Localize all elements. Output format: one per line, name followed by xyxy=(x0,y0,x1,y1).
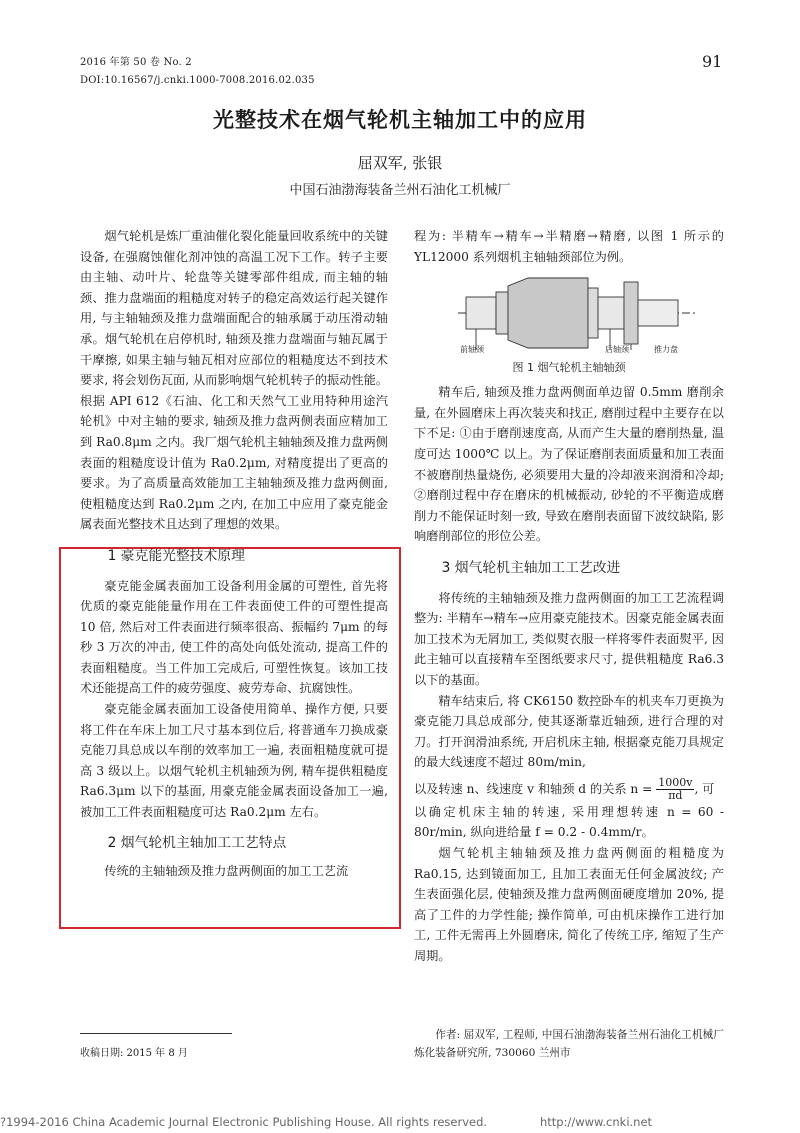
section2-heading: 2 烟气轮机主轴加工工艺特点 xyxy=(107,834,287,851)
journal-issue: 2016 年第 50 卷 No. 2 xyxy=(80,57,192,68)
figure-spacer xyxy=(414,267,724,382)
section1-paragraph-1: 豪克能金属表面加工设备利用金属的可塑性, 首先将优质的豪克能能量作用在工件表面使工件的可塑性提高 10 倍, 然后对工件表面进行频率很高、振幅约 7μm 的每秒 3 万次的冲击, 使工件的高处向低处流动, 提高工件的表面粗糙度。当工件加工完成后, 可塑性恢复。该加工技术还能提高工件的疲劳强度、疲劳寿命、抗腐蚀性。 xyxy=(80,578,388,696)
received-date: 收稿日期: 2015 年 8 月 xyxy=(80,1048,188,1059)
doi: DOI:10.16567/j.cnki.1000-7008.2016.02.035 xyxy=(80,75,315,86)
section3-p2-part-b: 以及转速 n、线速度 v 和轴颈 d 的关系 n = xyxy=(414,781,653,796)
copyright-notice: ?1994-2016 China Academic Journal Electronic Publishing House. All rights reserved. xyxy=(0,1115,488,1129)
figure-caption: 图 1 烟气轮机主轴轴颈 xyxy=(512,361,626,374)
right-column xyxy=(414,226,724,967)
speed-formula xyxy=(656,777,694,802)
left-column xyxy=(80,226,388,882)
section3-p2-part-d: 以确定机床主轴的转速, 采用理想转速 n = 60 - 80r/min, 纵向进给量 f = 0.2 - 0.4mm/r。 xyxy=(414,804,724,840)
label-thrust-disc: 推力盘 xyxy=(654,345,678,354)
formula-line xyxy=(414,777,724,802)
section1-heading: 1 豪克能光整技术原理 xyxy=(107,547,245,564)
section3-paragraph-2 xyxy=(414,691,724,773)
journal-header xyxy=(80,56,315,92)
label-front-journal: 前轴颈 xyxy=(460,345,484,354)
formula-denominator: πd xyxy=(668,788,683,802)
section3-paragraph-3: 烟气轮机主轴轴颈及推力盘两侧面的粗糙度为 Ra0.15, 达到镜面加工, 且加工表面无任何金属波纹; 产生表面强化层, 使轴颈及推力盘两侧面硬度增加 20%, 提高了工件的力学性能; 操作简单, 可由机床操作工进行加工, 工件无需再上外圆磨床, 简化了传统工序, 缩短了生产周期。 xyxy=(414,846,724,964)
section3-p2-part-c: , 可 xyxy=(694,781,715,796)
section3-paragraph-1: 将传统的主轴轴颈及推力盘两侧面的加工工艺流程调整为: 半精车→精车→应用豪克能技术。因豪克能金属表面加工技术为无屑加工, 类似熨衣服一样将零件表面熨平, 因此主轴可以直接精车至图纸要求尺寸, 提供粗糙度 Ra6.3 以下的基面。 xyxy=(414,590,724,687)
page-number: 91 xyxy=(702,52,723,71)
author-note: 作者: 屈双军, 工程师, 中国石油渤海装备兰州石油化工机械厂炼化装备研究所, 730060 兰州市 xyxy=(414,1029,724,1059)
label-rear-journal: 后轴颈 xyxy=(605,345,629,354)
cnki-link[interactable]: http://www.cnki.net xyxy=(540,1115,653,1129)
section3-p2-part-a: 精车结束后, 将 CK6150 数控卧车的机夹车刀更换为豪克能刀具总成部分, 使其逐渐靠近轴颈, 进行合理的对刀。打开润滑油系统, 开启机床主轴, 根据豪克能刀具规定的最大线速度不超过 80m/min, xyxy=(414,693,724,770)
section1-paragraph-2: 豪克能金属表面加工设备使用简单、操作方便, 只要将工件在车床上加工尺寸基本到位后, 将普通车刀换成豪克能刀具总成以车削的效率加工一遍, 表面粗糙度就可提高 3 级以上。以烟气轮机主机轴颈为例, 精车提供粗糙度 Ra6.3μm 以下的基面, 用豪克能金属表面设备加工一遍, 被加工工件表面粗糙度可达 Ra0.2μm 左右。 xyxy=(80,702,388,820)
article-title: 光整技术在烟气轮机主轴加工中的应用 xyxy=(213,108,587,132)
section2-paragraph-1: 传统的主轴轴颈及推力盘两侧面的加工工艺流 xyxy=(104,864,349,879)
section3-heading: 3 烟气轮机主轴加工工艺改进 xyxy=(441,559,621,576)
section2-continuation: 程为: 半精车→精车→半精磨→精磨, 以图 1 所示的 YL12000 系列烟机主轴轴颈部位为例。 xyxy=(414,229,724,264)
article-authors: 屈双军, 张银 xyxy=(357,154,443,172)
footnote-rule xyxy=(80,1033,232,1034)
article-affiliation: 中国石油渤海装备兰州石油化工机械厂 xyxy=(289,183,511,198)
section2-paragraph-2: 精车后, 轴颈及推力盘两侧面单边留 0.5mm 磨削余量, 在外圆磨床上再次装夹和找正, 磨削过程中主要存在以下不足: ①由于磨削速度高, 从而产生大量的磨削热量, 温度可达 1000℃ 以上。为了保证磨削表面质量和加工表面不被磨削热量烧伤, 必须要用大量的冷却液来润滑和冷却; ②磨削过程中存在磨床的机械振动, 砂轮的不平衡造成磨削力不能保证时刻一致, 导致在磨削表面留下波纹缺陷, 影响磨削部位的形位公差。 xyxy=(414,385,724,544)
formula-numerator: 1000v xyxy=(658,775,693,789)
intro-paragraph: 烟气轮机是炼厂重油催化裂化能量回收系统中的关键设备, 在强腐蚀催化剂冲蚀的高温工况下工作。转子主要由主轴、动叶片、轮盘等关键零部件组成, 而主轴的轴颈、推力盘端面的粗糙度对转子的稳定高效运行起关键作用, 与主轴轴颈及推力盘端面配合的轴承属于动压滑动轴承。烟气轮机在启停机时, 轴颈及推力盘端面与轴瓦属于干摩擦, 如果主轴与轴瓦相对应部位的粗糙度达不到技术要求, 将会划伤瓦面, 从而影响烟气轮机转子的振动性能。根据 API 612《石油、化工和天然气工业用特种用途汽轮机》中对主轴的要求, 轴颈及推力盘两侧表面应精加工到 Ra0.8μm 之内。我厂烟气轮机主轴轴颈及推力盘两侧表面的粗糙度设计值为 Ra0.2μm, 对精度提出了更高的要求。为了高质量高效能加工主轴轴颈及推力盘两侧面, 使粗糙度达到 Ra0.2μm 之内, 在加工中应用了豪克能金属表面光整技术且达到了理想的效果。 xyxy=(80,229,388,532)
